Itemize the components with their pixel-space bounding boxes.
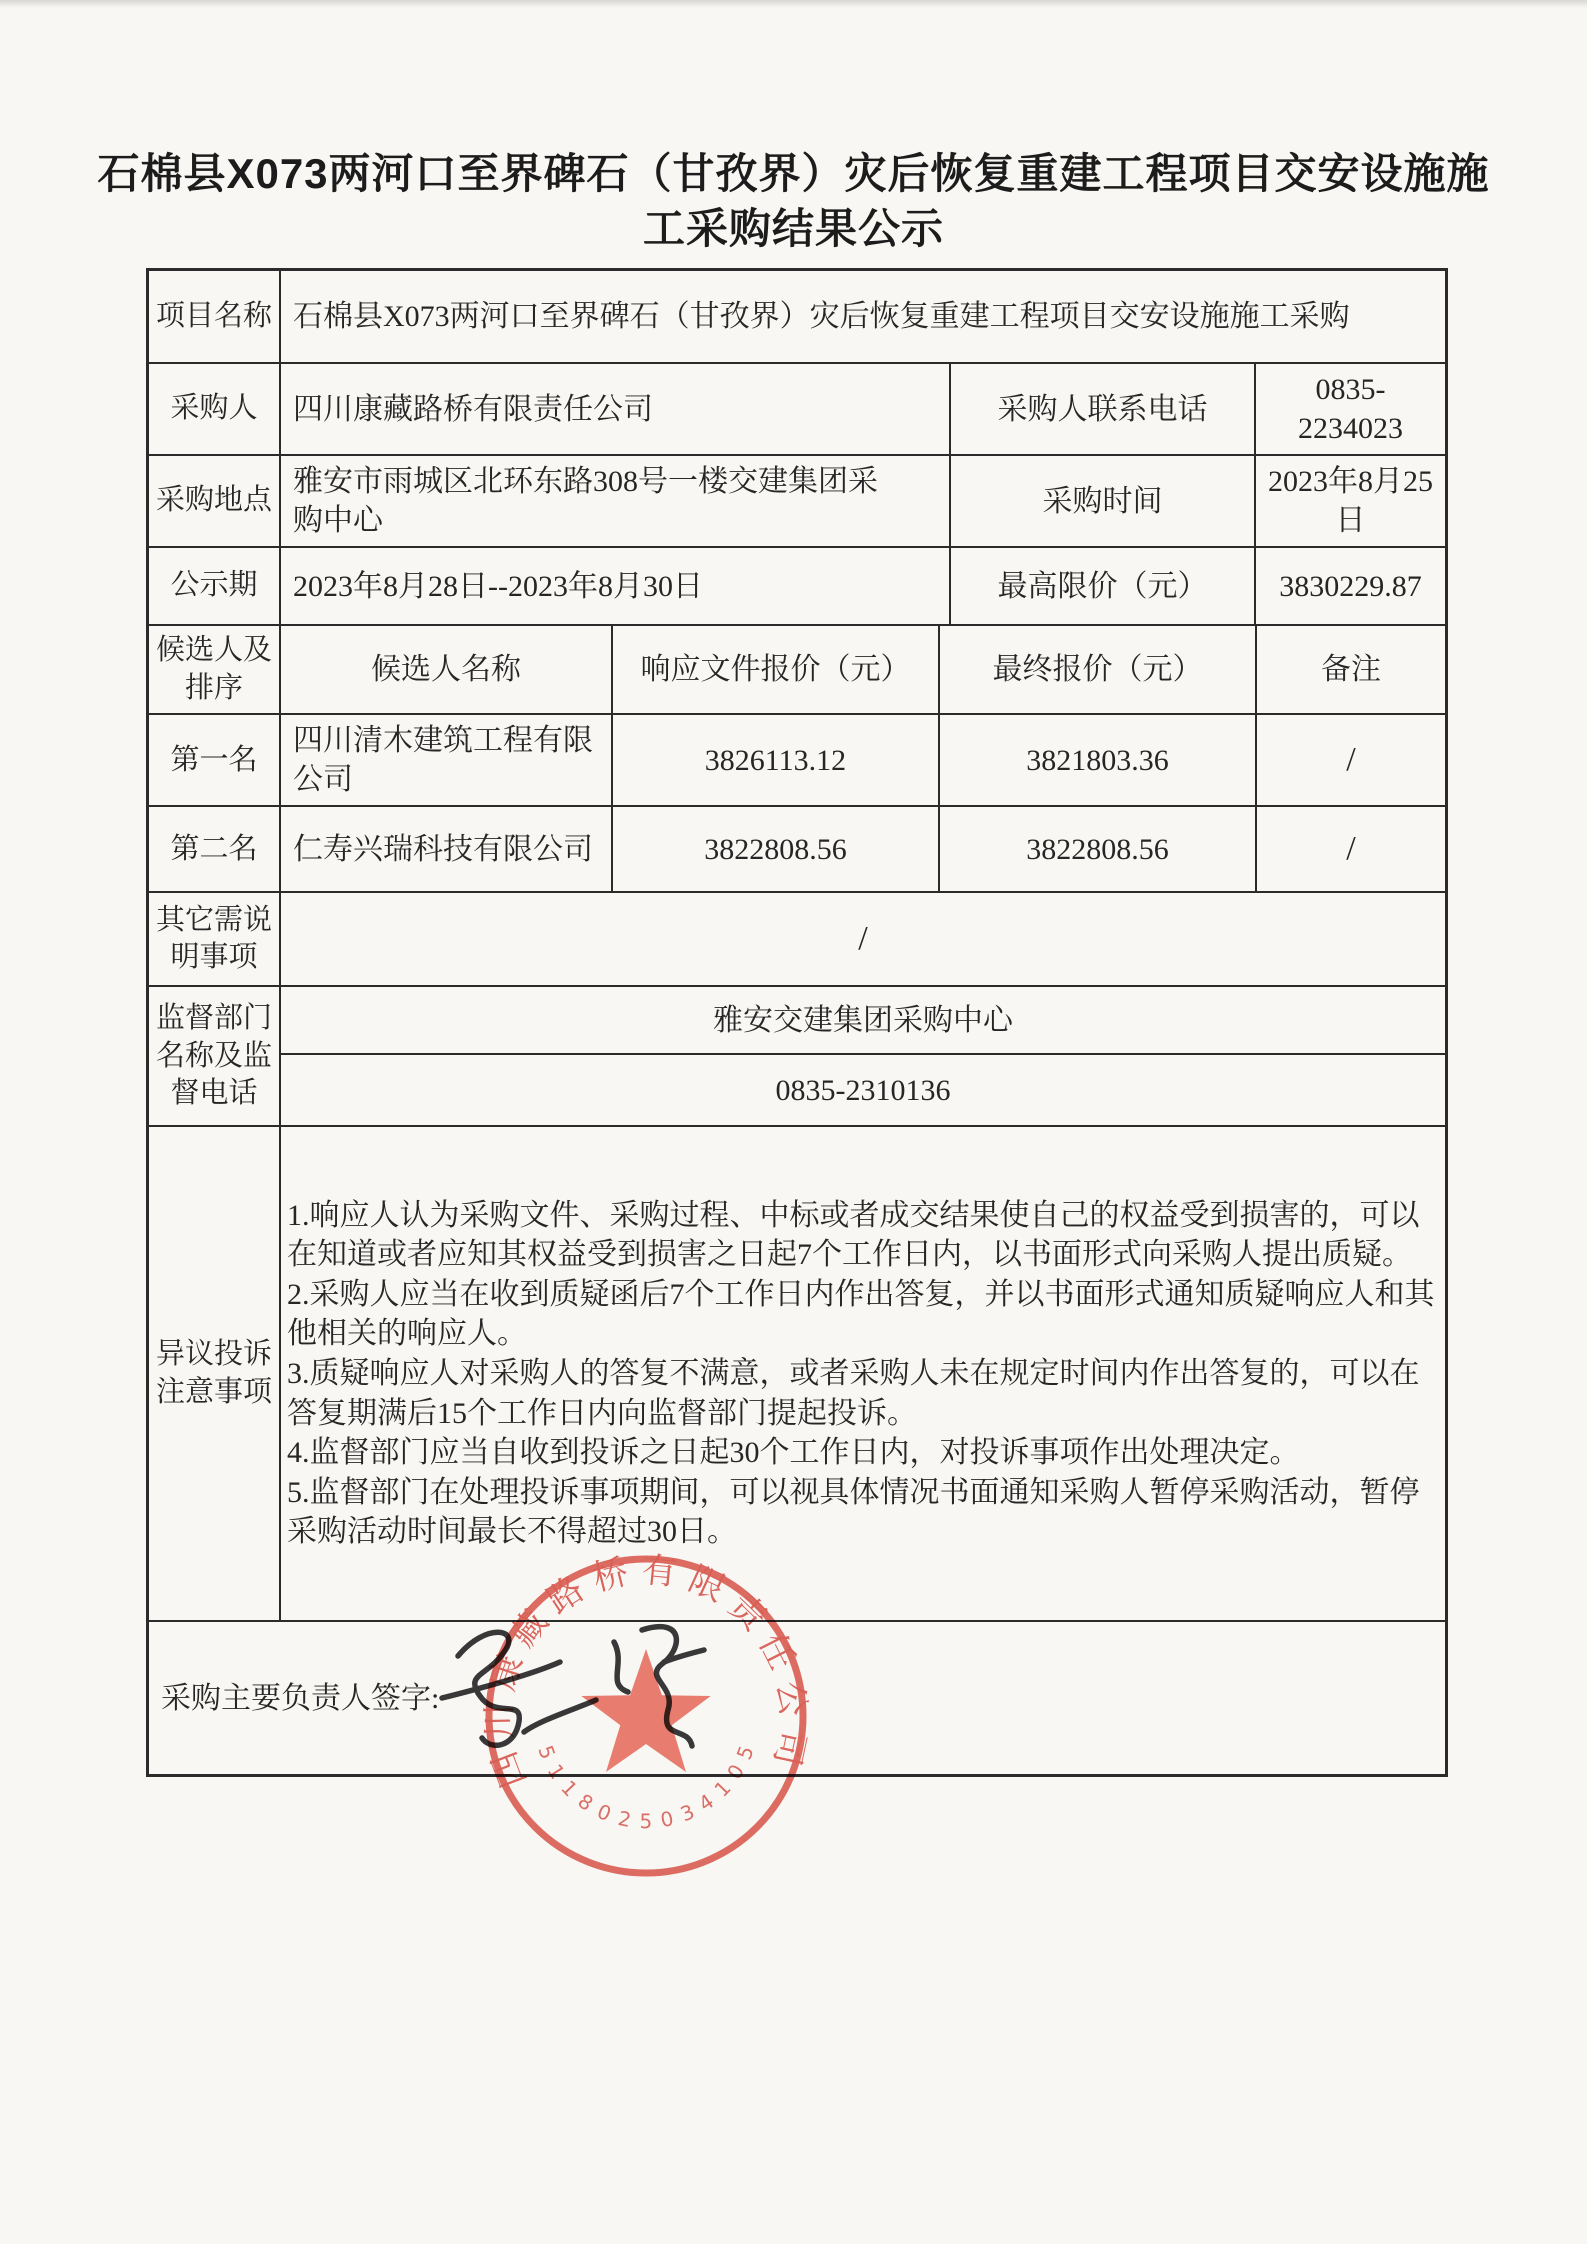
table-row-buyer bbox=[149, 364, 1445, 456]
buyer-value: 四川康藏路桥有限责任公司 bbox=[281, 364, 951, 454]
project-name-label: 项目名称 bbox=[149, 271, 281, 362]
page-title-line1: 石棉县X073两河口至界碑石（甘孜界）灾后恢复重建工程项目交安设施施 bbox=[97, 150, 1490, 197]
other-notes-label: 其它需说明事项 bbox=[149, 893, 281, 985]
candidate-1-bid: 3826113.12 bbox=[613, 715, 940, 805]
objection-item-3: 3.质疑响应人对采购人的答复不满意，或者采购人未在规定时间内作出答复的，可以在答复期满后15个工作日内向监督部门提起投诉。 bbox=[287, 1357, 1420, 1430]
candidates-header-row bbox=[149, 626, 1445, 715]
seal-number: 5118025034105 bbox=[533, 1742, 759, 1834]
location-value: 雅安市雨城区北环东路308号一楼交建集团采购中心 bbox=[281, 456, 951, 546]
location-label: 采购地点 bbox=[149, 456, 281, 546]
publicity-label: 公示期 bbox=[149, 548, 281, 624]
candidate-row-2 bbox=[149, 807, 1445, 893]
candidates-rank-header: 候选人及排序 bbox=[149, 626, 281, 713]
objection-item-1: 1.响应人认为采购文件、采购过程、中标或者成交结果使自己的权益受到损害的，可以在知道或者应知其权益受到损害之日起7个工作日内，以书面形式向采购人提出质疑。 bbox=[287, 1198, 1420, 1272]
objection-content bbox=[281, 1127, 1445, 1620]
candidate-1-final: 3821803.36 bbox=[940, 715, 1257, 805]
candidates-final-header: 最终报价（元） bbox=[940, 626, 1257, 713]
seal-company-text: 四川康藏路桥有限责任公司 bbox=[479, 1550, 813, 1793]
objection-item-5: 5.监督部门在处理投诉事项期间，可以视具体情况书面通知采购人暂停采购活动，暂停采购活动时间最长不得超过30日。 bbox=[287, 1475, 1420, 1549]
supervision-phone: 0835-2310136 bbox=[775, 1073, 951, 1107]
candidate-1-note: / bbox=[1346, 741, 1356, 779]
signature-line-label: 采购主要负责人签字: bbox=[161, 1681, 440, 1715]
page-title bbox=[0, 146, 1587, 257]
scan-artifact bbox=[0, 0, 1587, 8]
candidates-name-header: 候选人名称 bbox=[281, 626, 613, 713]
candidates-note-header: 备注 bbox=[1321, 653, 1381, 687]
page-title-line2: 工采购结果公示 bbox=[642, 205, 944, 253]
supervision-label: 监督部门名称及监督电话 bbox=[149, 987, 281, 1125]
handwritten-signature bbox=[428, 1598, 728, 1783]
supervision-dept: 雅安交建集团采购中心 bbox=[281, 987, 1445, 1055]
candidate-1-rank: 第一名 bbox=[149, 715, 281, 805]
candidate-2-note: / bbox=[1346, 830, 1356, 868]
candidate-2-final: 3822808.56 bbox=[940, 807, 1257, 891]
project-name-value: 石棉县X073两河口至界碑石（甘孜界）灾后恢复重建工程项目交安设施施工采购 bbox=[293, 300, 1350, 333]
candidates-bid-header: 响应文件报价（元） bbox=[613, 626, 940, 713]
purchase-time-label: 采购时间 bbox=[951, 456, 1256, 546]
table-row-project bbox=[149, 271, 1445, 364]
supervision-values bbox=[281, 987, 1445, 1125]
table-row-supervision bbox=[149, 987, 1445, 1127]
publicity-value: 2023年8月28日--2023年8月30日 bbox=[281, 548, 951, 624]
objection-item-2: 2.采购人应当在收到质疑函后7个工作日内作出答复，并以书面形式通知质疑响应人和其他相关的响应人。 bbox=[287, 1277, 1435, 1351]
candidate-2-name: 仁寿兴瑞科技有限公司 bbox=[281, 807, 613, 891]
max-price-value: 3830229.87 bbox=[1279, 569, 1422, 603]
other-notes-value: / bbox=[858, 920, 868, 958]
buyer-phone-label: 采购人联系电话 bbox=[951, 364, 1256, 454]
objection-label: 异议投诉注意事项 bbox=[149, 1127, 281, 1620]
max-price-label: 最高限价（元） bbox=[951, 548, 1256, 624]
buyer-phone-value: 0835-2234023 bbox=[1298, 373, 1403, 445]
table-row-other bbox=[149, 893, 1445, 987]
buyer-label: 采购人 bbox=[149, 364, 281, 454]
purchase-time-value: 2023年8月25日 bbox=[1268, 465, 1433, 537]
candidate-1-name: 四川清木建筑工程有限公司 bbox=[281, 715, 613, 805]
table-row-location bbox=[149, 456, 1445, 548]
objection-item-4: 4.监督部门应当自收到投诉之日起30个工作日内，对投诉事项作出处理决定。 bbox=[287, 1436, 1300, 1470]
candidate-2-rank: 第二名 bbox=[149, 807, 281, 891]
candidate-row-1 bbox=[149, 715, 1445, 807]
table-row-publicity bbox=[149, 548, 1445, 626]
candidate-2-bid: 3822808.56 bbox=[613, 807, 940, 891]
